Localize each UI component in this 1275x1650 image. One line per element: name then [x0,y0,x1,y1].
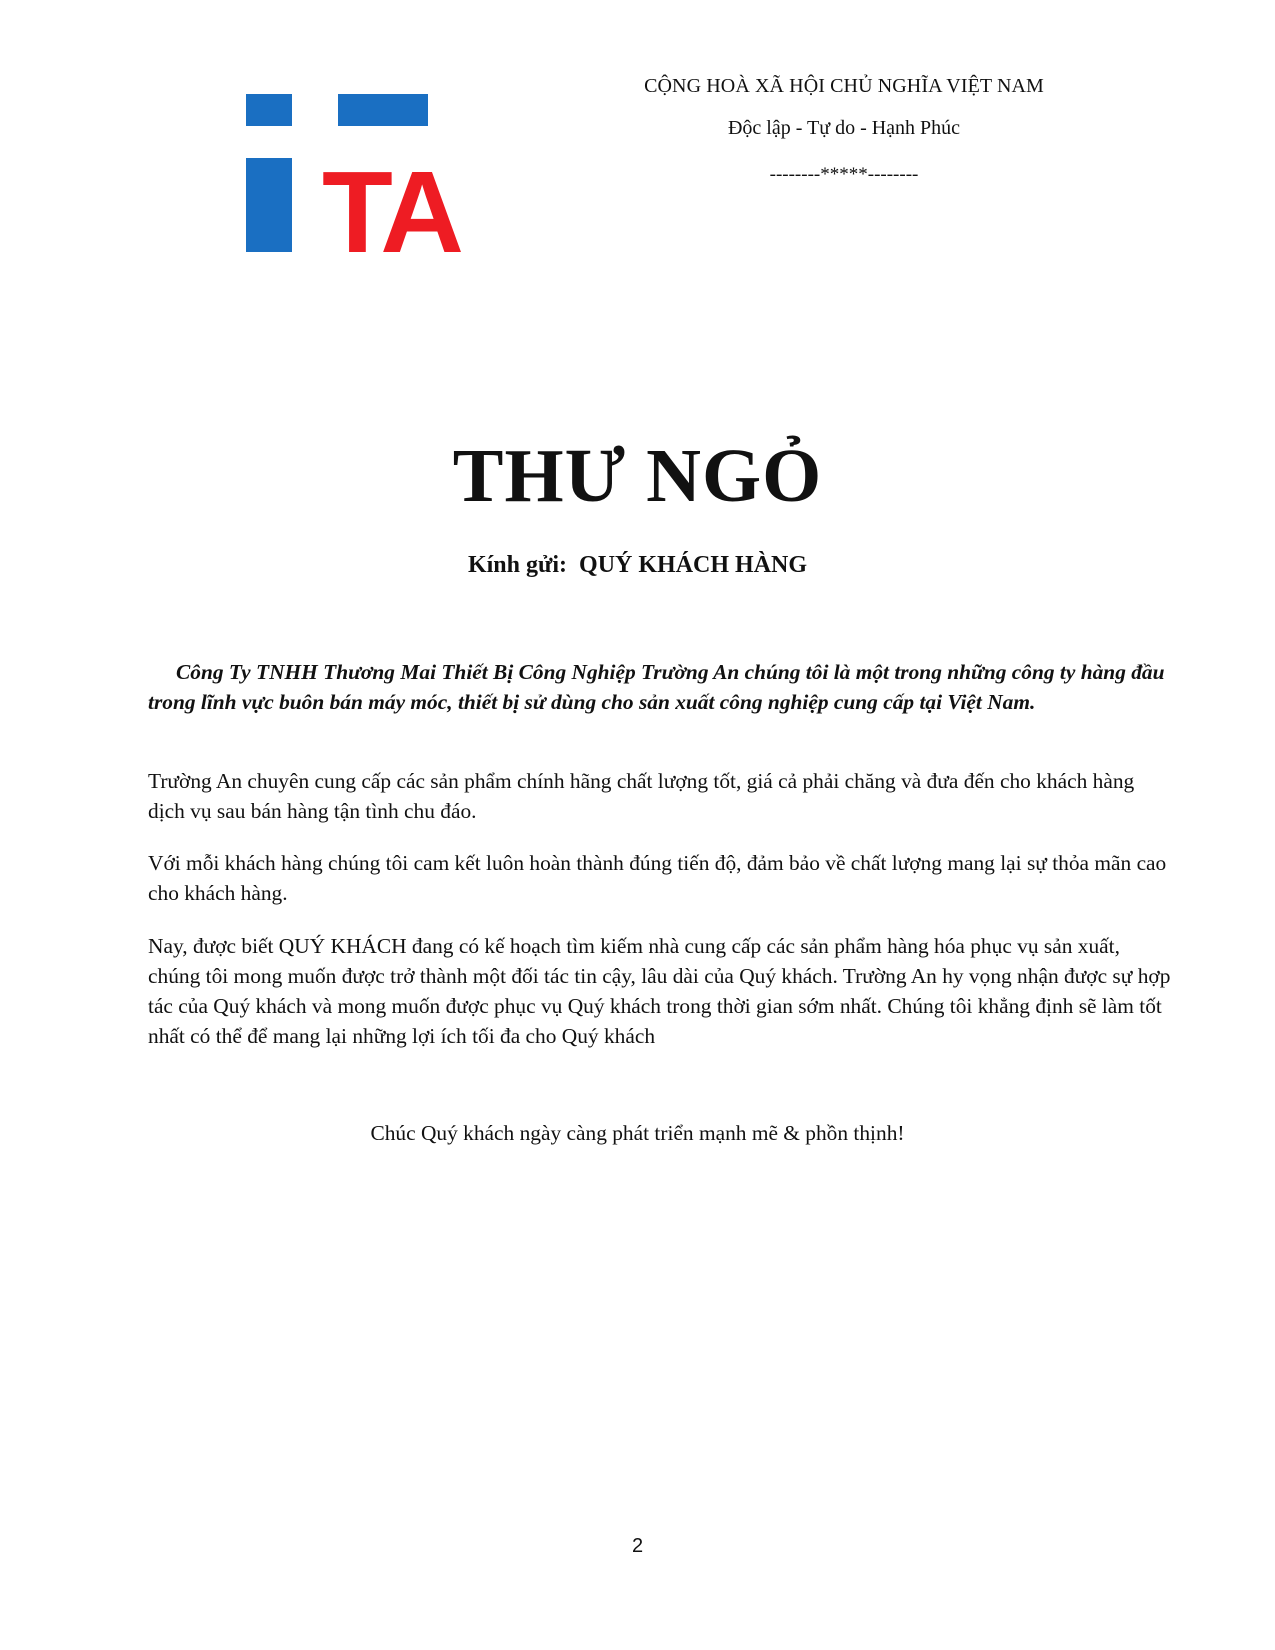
closing-line: Chúc Quý khách ngày càng phát triển mạnh mẽ & phồn thịnh! [370,1121,905,1145]
logo-graphic [246,94,480,252]
logo-blue-stem [246,158,292,252]
logo-letters: TA [322,147,461,252]
offer-paragraph: Nay, được biết QUÝ KHÁCH đang có kế hoạch tìm kiếm nhà cung cấp các sản phẩm hàng hóa phục vụ sản xuất, chúng tôi mong muốn được trở thành một đối tác tin cậy, lâu dài của Quý khách. Trường An hy vọng nhận được sự hợp tác của Quý khách và mong muốn được phục vụ Quý khách trong thời gian sớm nhất. Chúng tôi khẳng định sẽ làm tốt nhất có thể để mang lại những lợi ích tối đa cho Quý khách [148,934,1171,1048]
logo-blue-square [246,94,292,126]
recipient-line: Kính gửi: QUÝ KHÁCH HÀNG [467,552,808,578]
products-paragraph: Trường An chuyên cung cấp các sản phẩm chính hãng chất lượng tốt, giá cả phải chăng và đưa đến cho khách hàng dịch vụ sau bán hàng tận tình chu đáo. [148,769,1135,823]
page-number: 2 [631,1535,644,1557]
logo-blue-bar [338,94,428,126]
national-name: CỘNG HOÀ XÃ HỘI CHỦ NGHĨA VIỆT NAM [644,75,1044,97]
letter-title: THƯ NGỎ [452,434,823,518]
national-motto: Độc lập - Tự do - Hạnh Phúc [727,117,961,139]
header-divider: --------*****-------- [769,164,919,185]
intro-paragraph: Công Ty TNHH Thương Mai Thiết Bị Công Nghiệp Trường An chúng tôi là một trong những công ty hàng đầu trong lĩnh vực buôn bán máy móc, thiết bị sử dùng cho sản xuất công nghiệp cung cấp tại Việt Nam. [148,660,1165,714]
commitment-paragraph: Với mỗi khách hàng chúng tôi cam kết luôn hoàn thành đúng tiến độ, đảm bảo về chất lượng mang lại sự thỏa mãn cao cho khách hàng. [148,851,1167,905]
company-logo [246,94,480,252]
